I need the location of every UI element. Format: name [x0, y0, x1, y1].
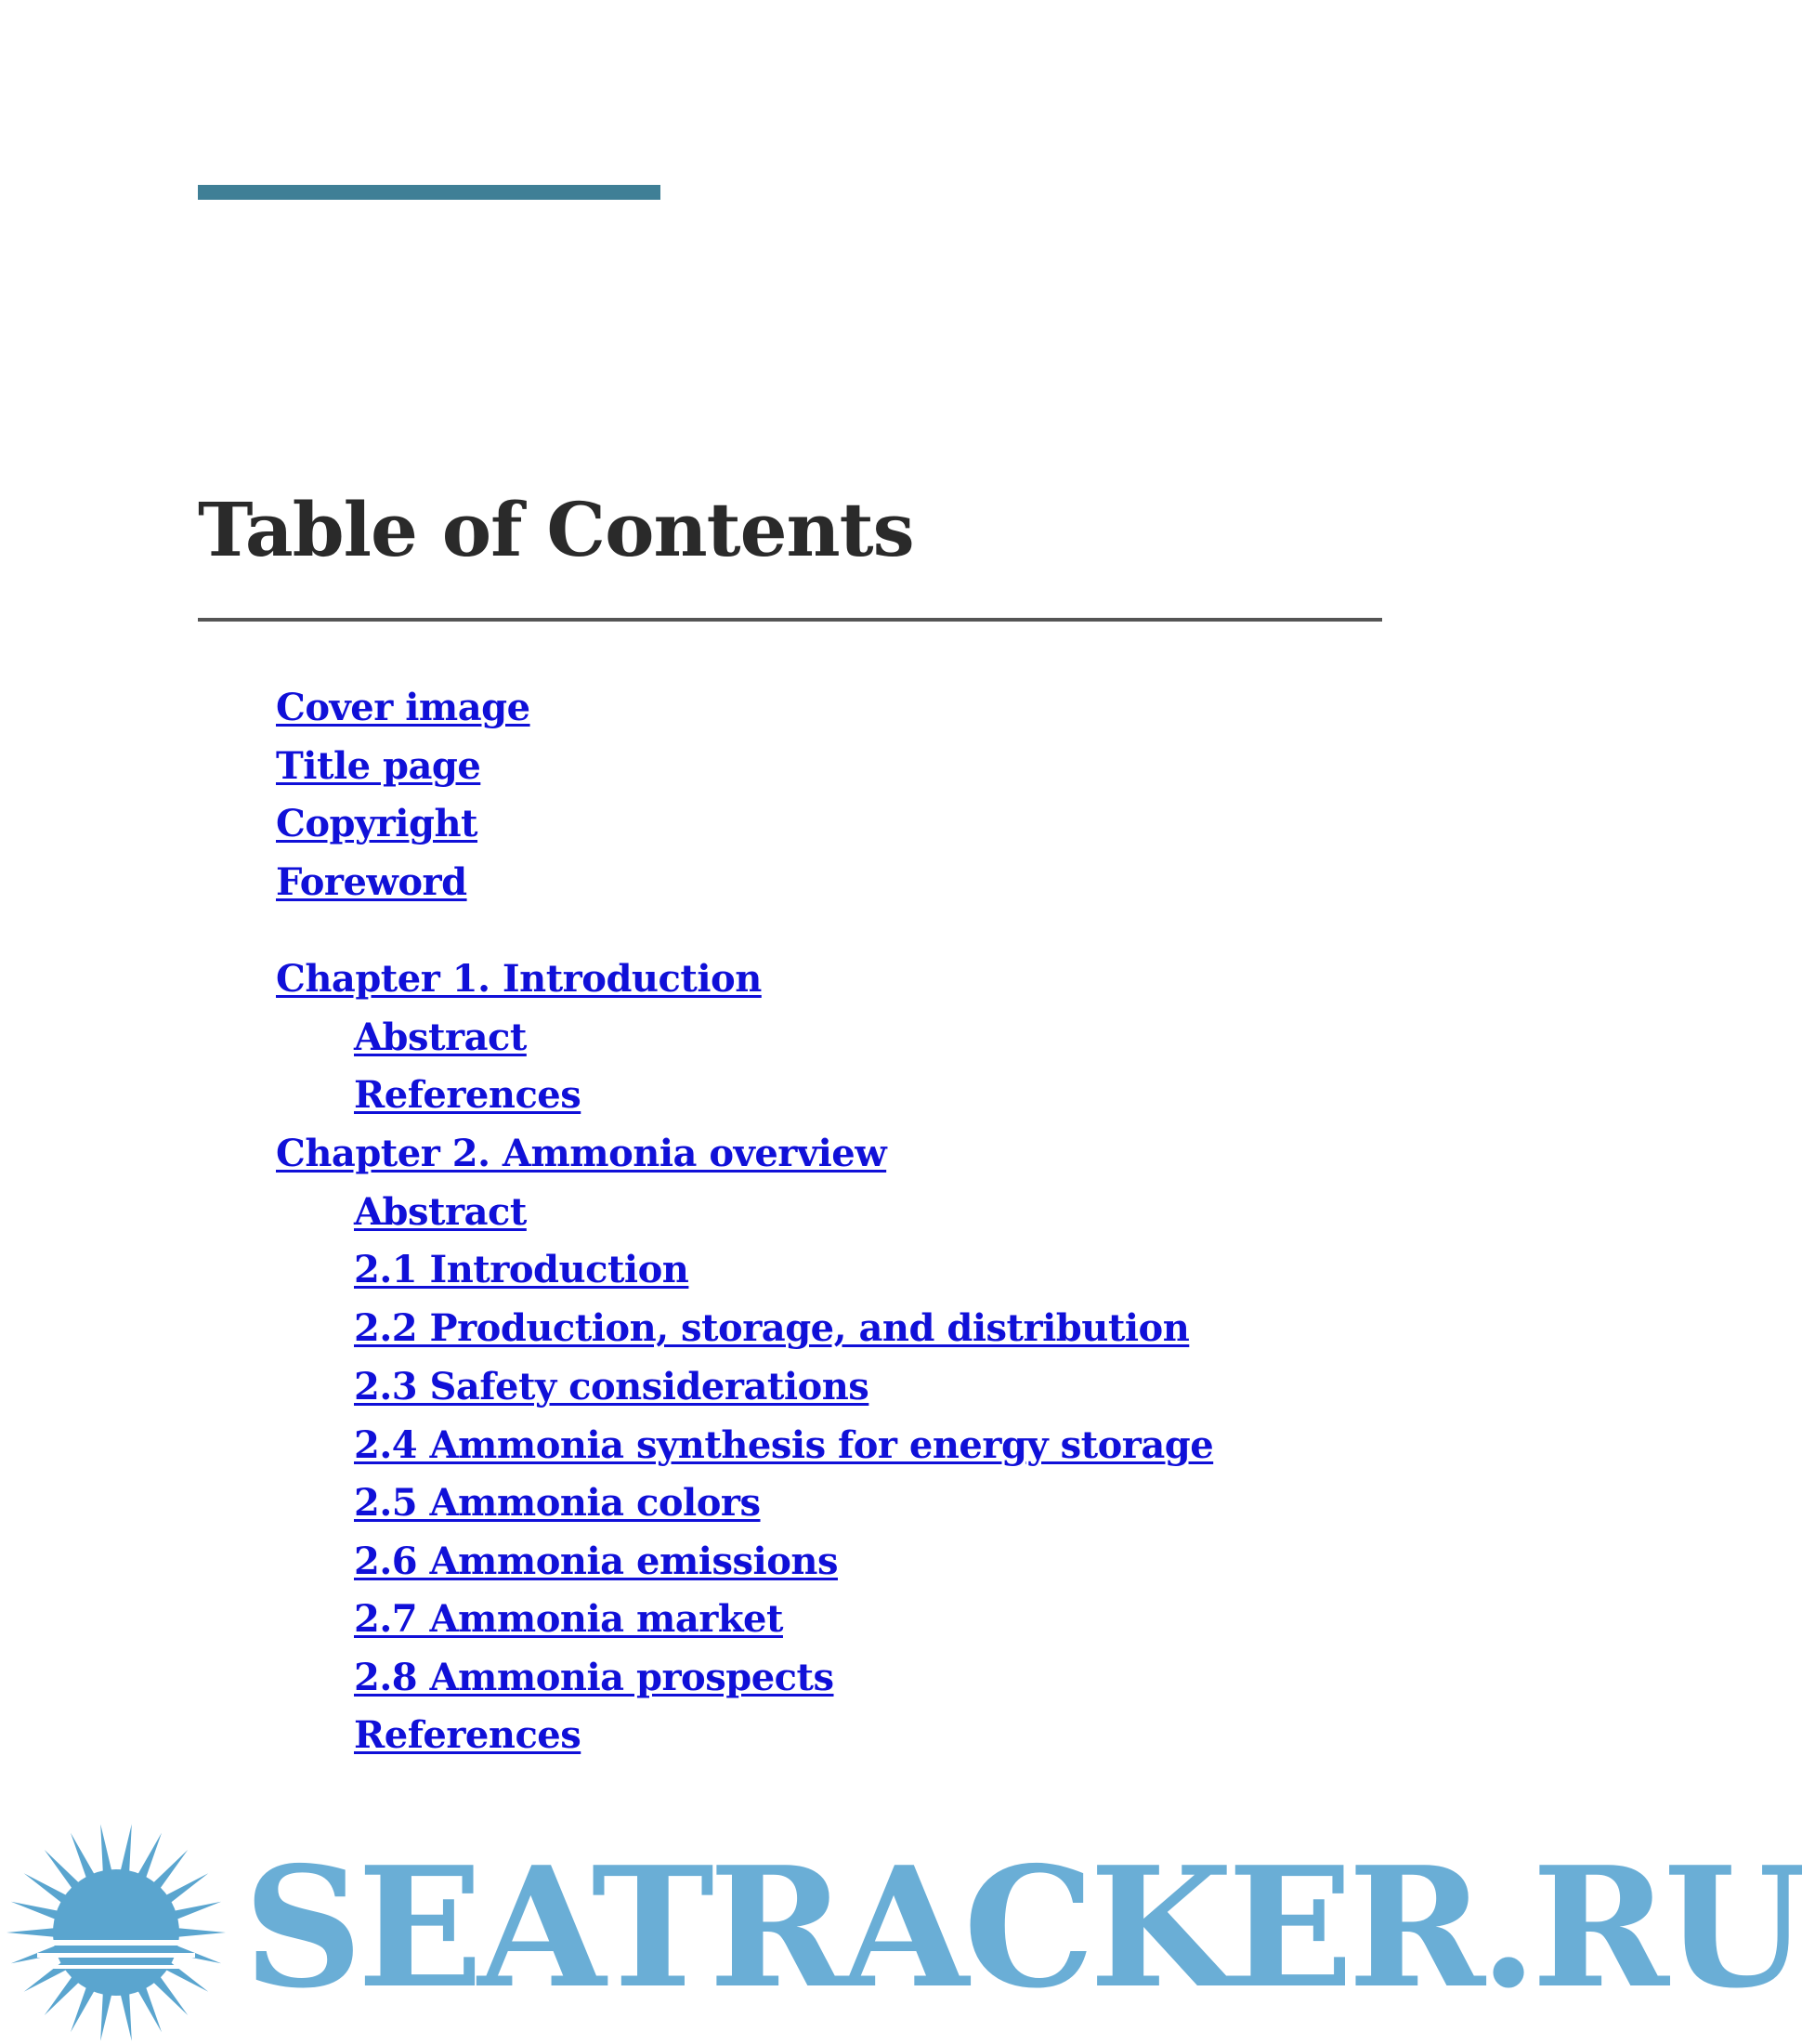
toc-link-copyright[interactable]: Copyright	[276, 802, 478, 845]
watermark	[0, 1812, 1802, 2044]
toc-link-foreword[interactable]: Foreword	[276, 860, 467, 904]
watermark-text: SEATRACKER.RU	[243, 1830, 1802, 2024]
toc-link-ch2-section-2-1[interactable]: 2.1 Introduction	[354, 1248, 689, 1291]
toc-link-ch2-section-2-7[interactable]: 2.7 Ammonia market	[354, 1597, 783, 1641]
sun-icon	[0, 1812, 232, 2044]
toc-link-title-page[interactable]: Title page	[276, 744, 481, 788]
toc-link-ch2-section-2-5[interactable]: 2.5 Ammonia colors	[354, 1481, 761, 1525]
toc-link-chapter-2[interactable]: Chapter 2. Ammonia overview	[276, 1132, 887, 1175]
toc-link-ch2-section-2-8[interactable]: 2.8 Ammonia prospects	[354, 1656, 834, 1699]
page-title: Table of Contents	[198, 486, 914, 573]
toc-link-ch2-section-2-2[interactable]: 2.2 Production, storage, and distribution	[354, 1306, 1190, 1350]
toc-link-ch2-references[interactable]: References	[354, 1713, 581, 1757]
toc-link-ch2-section-2-6[interactable]: 2.6 Ammonia emissions	[354, 1540, 838, 1583]
toc-link-cover-image[interactable]: Cover image	[276, 686, 530, 729]
toc-link-ch1-references[interactable]: References	[354, 1073, 581, 1117]
toc-link-chapter-1[interactable]: Chapter 1. Introduction	[276, 957, 762, 1001]
header-accent-bar	[198, 185, 660, 200]
toc-link-ch1-abstract[interactable]: Abstract	[354, 1015, 527, 1059]
toc-link-ch2-section-2-3[interactable]: 2.3 Safety considerations	[354, 1365, 869, 1409]
toc-link-ch2-abstract[interactable]: Abstract	[354, 1190, 527, 1234]
toc-link-ch2-section-2-4[interactable]: 2.4 Ammonia synthesis for energy storage	[354, 1423, 1214, 1467]
title-divider	[198, 618, 1382, 622]
